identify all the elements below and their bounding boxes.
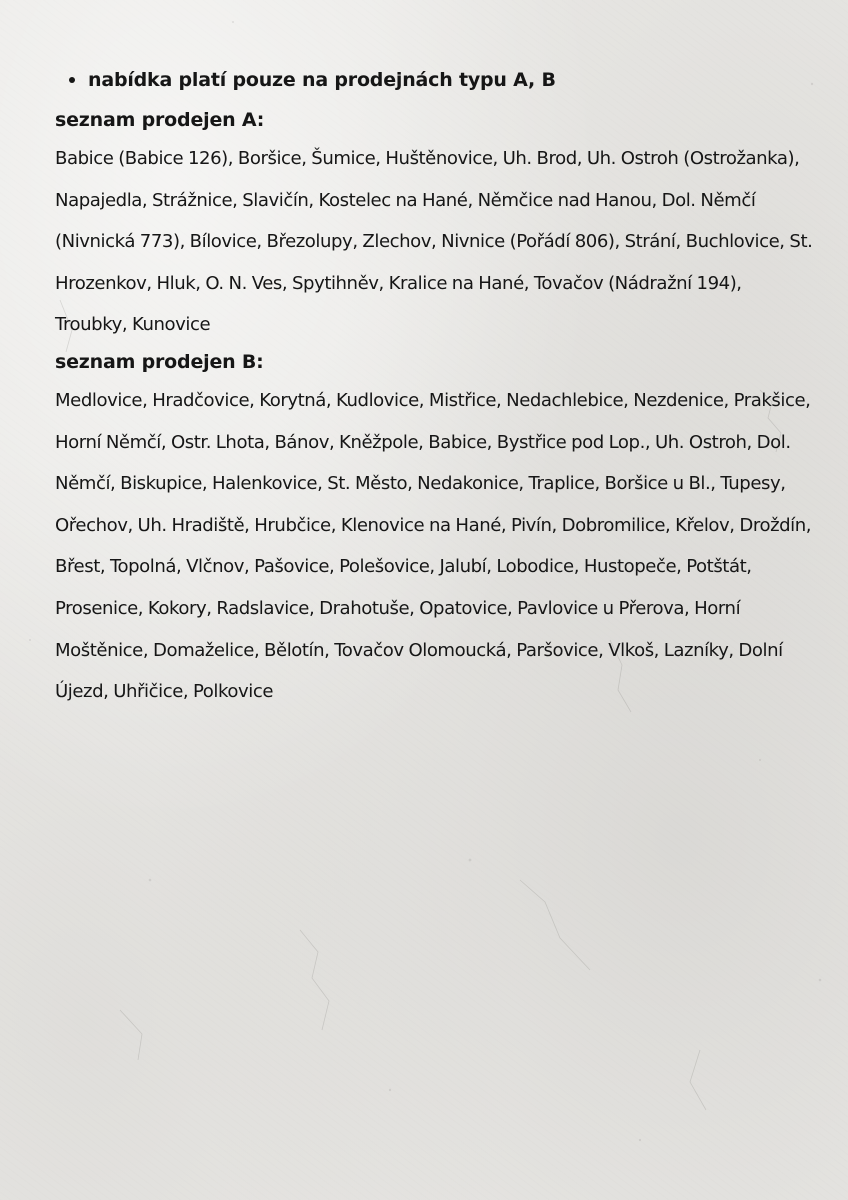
section-a-store-list: Babice (Babice 126), Boršice, Šumice, Huštěnovice, Uh. Brod, Uh. Ostroh (Ostrožanka), Napajedla, Strážnice, Slavičín, Kostelec na Hané, Němčice nad Hanou, Dol. Němčí (Nivnická 773), Bílovice, Březolupy, Zlechov, Nivnice (Pořádí 806), Strání, Buchlovice, St. Hrozenkov, Hluk, O. N. Ves, Spytihněv, Kralice na Hané, Tovačov (Nádražní 194), Troubky, Kunovice (55, 148, 813, 336)
offer-note-text: nabídka platí pouze na prodejnách typu A, B (88, 69, 556, 91)
bullet-icon (69, 77, 75, 83)
section-b-heading: seznam prodejen B: (55, 350, 264, 373)
section-a-heading: seznam prodejen A: (55, 109, 265, 131)
section-b-store-list: Medlovice, Hradčovice, Korytná, Kudlovice, Mistřice, Nedachlebice, Nezdenice, Prakšice, Horní Němčí, Ostr. Lhota, Bánov, Kněžpole, Babice, Bystřice pod Lop., Uh. Ostroh, Dol. Němčí, Biskupice, Halenkovice, St. Město, Nedakonice, Traplice, Boršice u Bl., Tupesy, Ořechov, Uh. Hradiště, Hrubčice, Klenovice na Hané, Pivín, Dobromilice, Křelov, Droždín, Břest, Topolná, Vlčnov, Pašovice, Polešovice, Jalubí, Lobodice, Hustopeče, Potštát, Prosenice, Kokory, Radslavice, Drahotuše, Opatovice, Pavlovice u Přerova, Horní Moštěnice, Domaželice, Bělotín, Tovačov Olomoucká, Paršovice, Vlkoš, Lazníky, Dolní Újezd, Uhřičice, Polkovice (55, 389, 812, 703)
offer-note-bullet (69, 62, 815, 98)
document-content (55, 62, 815, 713)
